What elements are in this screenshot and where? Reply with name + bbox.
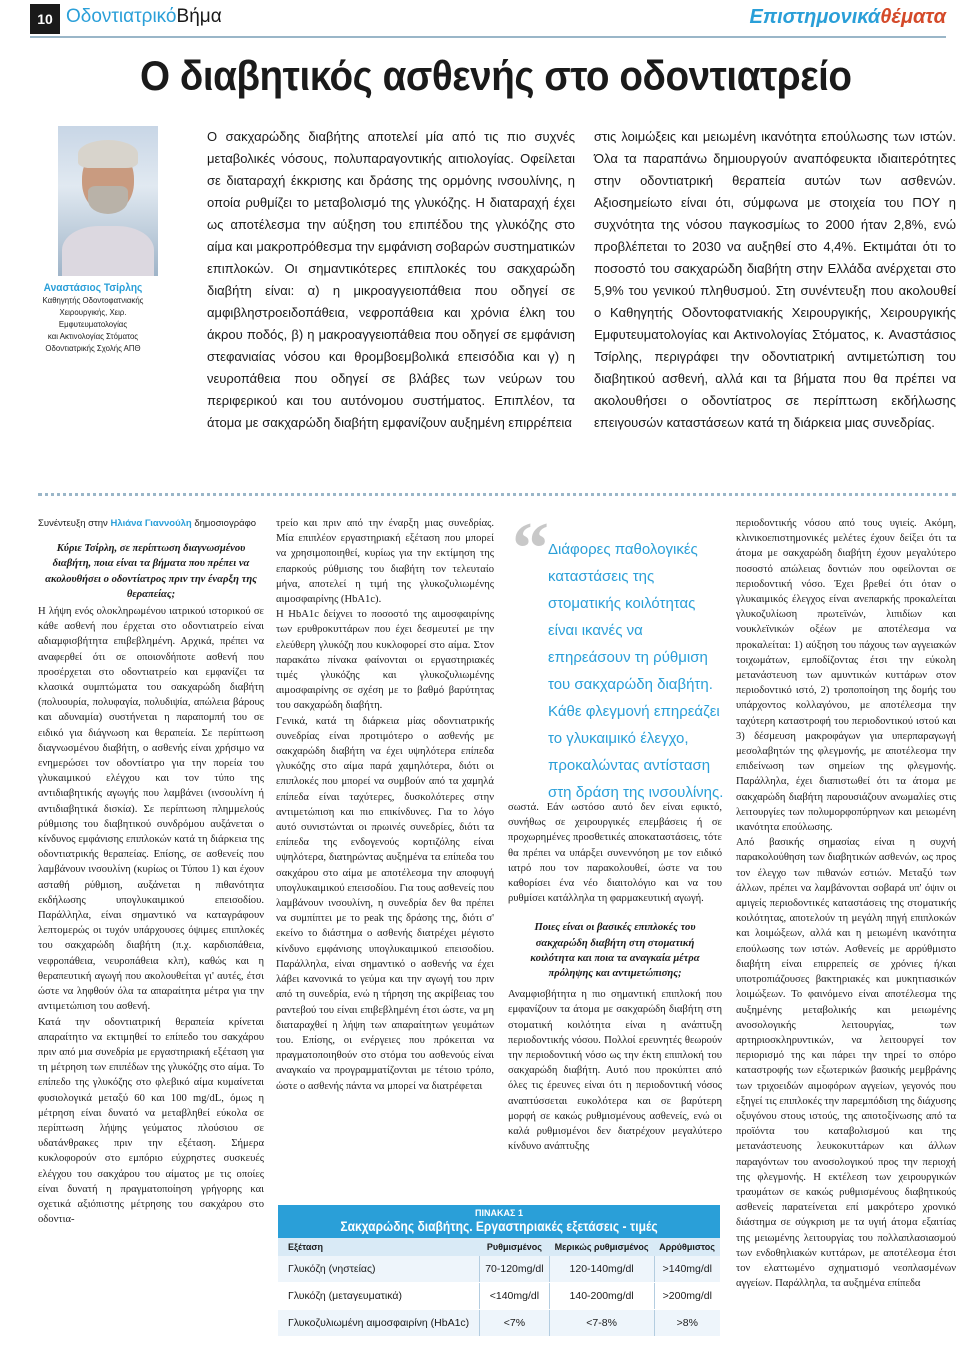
table-header-cell: Εξέταση (278, 1238, 480, 1256)
table-cell: <140mg/dl (480, 1283, 549, 1310)
body-column-4 (736, 516, 956, 1291)
results-table-block (278, 1205, 720, 1337)
table-cell: 70-120mg/dl (480, 1256, 549, 1283)
photo-beard (88, 186, 128, 214)
interview-credit-suffix: δημοσιογράφο (194, 518, 257, 529)
paragraph: Από βασικής σημασίας είναι η συχνή παρακολούθηση των διαβητικών ασθενών, ως προς τον έλεγχο των πιθανών εστιών. Μεταξύ των άλλων, πρέπει να λαμβάνονται σοβαρά υπ' όψιν οι αμιγείς περιοδοντικές καταστάσεις της στοματικής κοιλότητας, αποτελούν τη μεγάλη πηγή επιπλοκών και λοιμώξεων, αλλά και η μειωμένη ικανότητα επούλωσης των ιστών. Ασθενείς με αρρύθμιστο διαβήτη είναι επιρρεπείς σε χρόνιες ή/και υποτροπιάζουσες βακτηριακές και μυκητιασικών λοιμώξεων. Το φαινόμενο είναι αποτέλεσμα της αυξημένης μεταβολικής και μειωμένης ανοσολογικής λειτουργίας, των αρτηριοσκληρυντικών, να λειτουργεί τον περιορισμό της και πάρει την τηρεί το σπόρο καταστροφής των εξωτερικών βασικής μεμβράνης των τριχοειδών αιμοφόρων αγγείων, γεγονός που εξηγεί τις επιπλοκές την παρεμπόδιση της διάχυσης οξυγόνου στους ιστούς, της αποτοξίνωσης από τα προϊόντα του καταβολισμού και της μετανάστευσης λευκοκυττάρων και άλλων παραγόντων του ανοσολογικού προς την περιοχή της φλεγμονής. Η εκτέλεση των χειρουργικών τραυμάτων σε κακώς ρυθμισμένους διαβητικούς ασθενείς παρατείνεται επί μακρότερο χρονικό διάστημα σε σύγκριση με τα υγιή άτομα εξαιτίας της μειωμένης λειτουργίας του πολλαπλασιασμού των ενδοθηλιακών κυττάρων, με αποτέλεσμα έτσι τον ελαττωμένο σχηματισμό νεοπλασμένων αγγείων. Παράλληλα, τα αυξημένα επίπεδα (736, 837, 956, 1290)
question-2: Ποιες είναι οι βασικές επιπλοκές του σακχαρώδη διαβήτη στη στοματική κοιλότητα και ποια τα αναγκαία μέτρα πρόληψης και αντιμετώπισης; (530, 922, 700, 980)
interviewer-name: Ηλιάνα Γιαννούλη (110, 518, 192, 529)
author-line-3: και Ακτινολογίας Στόματος (47, 331, 139, 341)
body-column-1 (38, 516, 264, 1227)
paragraph: Κατά την οδοντιατρική θεραπεία κρίνεται απαραίτητο να εκτιμηθεί το επίπεδο του σακχάρου πριν από μια συνεδρία με εργαστηριακή εξέταση για τη μέτρηση των επιπέδων της γλυκόζης στο αίμα. Το επίπεδο της γλυκόζης στο φλεβικό αίμα κυμαίνεται φυσιολογικά μεταξύ 60 και 100 mg/dL, όμως η μέτρηση είναι δυνατό να μεταβληθεί εύκολα σε περίπτωση λήψης γεύματος πλούσιου σε υδατάνθρακες πριν την εξέταση. Σήμερα κυκλοφορούν στο εμπόριο εύχρηστες συσκευές ελέγχου του σακχάρου του αίματος με τις οποίες είναι δυνατή η πραγματοποίηση γρήγορης και σχετικά αξιόπιστης μέτρησης του σακχάρου στο οδοντια- (38, 1016, 264, 1226)
author-line-4: Οδοντιατρικής Σχολής ΑΠΘ (45, 343, 141, 353)
photo-hair (78, 140, 138, 168)
table-cell: >8% (654, 1310, 720, 1337)
paragraph: σωστά. Εάν ωστόσο αυτό δεν είναι εφικτό, συνήθως σε χειρουργικές επεμβάσεις ή σε προχωρημένες προσθετικές αποκαταστάσεις, τότε θα πρέπει να υπάρξει συνεννόηση με τον ειδικό ιατρό που τον παρακολουθεί, ώστε να του καθορίσει ένα νέο διαιτολόγιο και να του ρυθμίσει κατάλληλα τη φαρμακευτική αγωγή. (508, 802, 722, 905)
table-header-cell: Μερικώς ρυθμισμένος (549, 1238, 654, 1256)
table-header-cell: Αρρύθμιστος (654, 1238, 720, 1256)
table-cell: >140mg/dl (654, 1256, 720, 1283)
paragraph: Η λήψη ενός ολοκληρωμένου ιατρικού ιστορικού σε κάθε ασθενή που έρχεται στο οδοντιατρείο είναι αδιαμφισβήτητα επιβεβλημένη. Αρχικά, πρέπει να αναφερθεί ότι σε οποιονδήποτε ασθενή που προσέρχεται στο οδοντιατρείο και εμφανίζει τα κλασικά συμπτώματα του σακχαρώδη διαβήτη (πολυουρία, πολυφαγία, πολυδιψία, απώλεια βάρους και αδυναμία) συστήνεται η παραπομπή του σε ειδικό για διάγνωση και θεραπεία. Σε περίπτωση διαγνωσμένου διαβήτη, ο ασθενής είναι χρήσιμο να ενημερώσει τον οδοντίατρο για την πορεία του γλυκαιμικού ελέγχου και τον τύπο της αντιδιαβητικής αγωγής που λαμβάνει (ινσουλίνη ή αντιδιαβητικά δισκία). Σε περίπτωση πλημμελούς ρύθμισης του διαβητικού συνδρόμου αυξάνεται ο κίνδυνος εμφάνισης επιπλοκών κατά τη διάρκεια της οδοντιατρικής θεραπείας. Επίσης, σε ασθενείς που λαμβάνουν ινσουλίνη (κυρίως οι Τύπου 1) και έχουν ασταθή ρύθμιση, αυξάνεται η πιθανότητα εκδήλωσης υπογλυκαιμικού επεισοδίου. Παράλληλα, είναι σημαντικό να καταγράφουν λεπτομερώς οι τυχόν υπάρχουσες όψιμες επιπλοκές του σακχαρώδη διαβήτη (π.χ. καρδιοπάθεια, νεφροπάθεια, νευροπάθεια κλπ), καθώς και η θεραπευτική αγωγή που ακολουθείται γι' αυτές, έτσι ώστε να ληφθούν όλα τα απαραίτητα μέτρα για την αντιμετώπιση του ασθενή. (38, 606, 264, 1013)
page-number: 10 (30, 4, 60, 34)
paragraph: περιοδοντικής νόσου από τους υγιείς. Ακόμη, κλινικοεπιστημονικές μελέτες έχουν δείξει ότι τα άτομα με σακχαρώδη διαβήτη έχουν μεγαλύτερο ποσοστό απώλειας δοντιών που οφείλονται σε περιοδοντική νόσο. Έχει βρεθεί ότι όταν ο γλυκαιμικός έλεγχος είναι ανεπαρκής προκαλείται γλυκοζυλίωση πρωτεϊνών, λιπιδίων και νουκλεϊνικών οξέων με αποτέλεσμα να προκαλείται: 1) αύξηση του πάχους των αγγειακών τοιχωμάτων, εμποδίζοντας έτσι την εύκολη μετανάστευση των αμυντικών κυττάρων στον περιοδοντικό ιστό, 2) τροποποίηση της δομής του υπάρχοντος κολλαγόνου, με αποτέλεσμα την ταχύτερη καταστροφή του περιοδοντικού ιστού και 3) δέσμευση μακροφάγων για υπερπαραγωγή μεσολαβητών της φλεγμονής, με αποτέλεσμα την επιδείνωση των σημείων της φλεγμονής. Παράλληλα, έχει διαπιστωθεί ότι τα άτομα με σακχαρώδη διαβήτη παρουσιάζουν ανωμαλίες στις λειτουργίες των πολυμορφοπύρηνων και μειωμένη ικανότητα επούλωσης. (736, 518, 956, 834)
table-label: ΠΙΝΑΚΑΣ 1 (475, 1208, 523, 1218)
author-photo (58, 126, 158, 276)
results-table (278, 1238, 720, 1337)
author-line-1: Καθηγητής Οδοντοφατνιακής (42, 295, 144, 305)
table-cell: Γλυκόζη (μεταγευματικά) (278, 1283, 480, 1310)
table-row (278, 1283, 720, 1310)
table-header-row (278, 1238, 720, 1256)
section-name-part2: θέματα (880, 6, 946, 28)
table-cell: Γλυκοζυλιωμένη αιμοσφαιρίνη (HbA1c) (278, 1310, 480, 1337)
magazine-name-part1: Οδοντιατρικό (66, 6, 177, 27)
article-title: Ο διαβητικός ασθενής στο οδοντιατρείο (140, 52, 852, 99)
table-header-cell: Ρυθμισμένος (480, 1238, 549, 1256)
table-cell: 120-140mg/dl (549, 1256, 654, 1283)
page-header (0, 0, 960, 40)
section-name-part1: Επιστημονικά (749, 6, 881, 28)
interview-credit-prefix: Συνέντευξη στην (38, 518, 108, 529)
section-divider (38, 493, 956, 496)
photo-shirt (62, 226, 154, 276)
magazine-name (66, 6, 222, 28)
quote-mark-icon: “ (512, 508, 549, 590)
table-title: Σακχαρώδης διαβήτης. Εργαστηριακές εξετάσεις - τιμές (340, 1218, 658, 1234)
table-cell: 140-200mg/dl (549, 1283, 654, 1310)
intro-column-1: Ο σακχαρώδης διαβήτης αποτελεί μία από τις πιο συχνές μεταβολικές νόσους, πολυπαραγοντικής αιτιολογίας. Οφείλεται σε διαταραχή έκκρισης και δράσης της ορμόνης ινσουλίνης, η οποία ρυθμίζει το μεταβολισμό της γλυκόζης. Η διαταραχή έχει ως αποτέλεσμα την αύξηση του επιπέδου της γλυκόζης στο αίμα και μακροπρόθεσμα την εμφάνιση σοβαρών συστηματικών επιπλοκών. Οι σημαντικότερες επιπλοκές του σακχαρώδη διαβήτη είναι: α) η μικροαγγειοπάθεια που οδηγεί σε αμφιβληστροειδοπάθεια, νεφροπάθεια και χρόνια έλκη του άκρου ποδός, β) η μακροαγγειοπάθεια που οδηγεί σε εμφάνιση στεφανιαίας νόσου και θρομβοεμβολικά επεισόδια και γ) η νευροπάθεια που οδηγεί σε βλάβες των νεύρων του περιφερικού και του αυτόνομου συστήματος. Επιπλέον, τα άτομα με σακχαρώδη διαβήτη εμφανίζουν αυξημένη επιρρέπεια (207, 129, 575, 430)
body-column-3 (508, 800, 722, 1154)
table-heading (278, 1205, 720, 1238)
paragraph: Η HbA1c δείχνει το ποσοστό της αιμοσφαιρίνης των ερυθροκυττάρων που έχει δεσμευτεί με την ελεύθερη γλυκόζη που κυκλοφορεί στο αίμα. Στον παρακάτω πίνακα φαίνονται οι εργαστηριακές τιμές γλυκόζης και γλυκοζυλιωμένης αιμοσφαιρίνης σε σχέση με το βαθμό βαρύτητας του σακχαρώδη διαβήτη. (276, 609, 494, 712)
author-caption (35, 282, 151, 354)
table-cell: Γλυκόζη (νηστείας) (278, 1256, 480, 1283)
author-name: Αναστάσιος Τσίρλης (43, 282, 143, 294)
paragraph: Γενικά, κατά τη διάρκεια μίας οδοντιατρικής συνεδρίας είναι προτιμότερο ο ασθενής με σακχαρώδη διαβήτη να έχει υψηλότερα επίπεδα γλυκόζης στο αίμα παρά χαμηλότερα, διότι οι επιπλοκές που μπορεί να συμβούν από τα χαμηλά επίπεδα είναι ταχύτερες, δυσκολότερες στην αντιμετώπιση και πιο επικίνδυνες. Για το λόγο αυτό συνιστώνται οι πρωινές συνεδρίες, διότι τα επίπεδα της ενδογενούς κορτιζόλης είναι υψηλότερα, διατηρώντας αυξημένα τα επίπεδα του σακχάρου στο αίμα με αποτέλεσμα την αποφυγή υπογλυκαιμικού επεισοδίου. Για τους ασθενείς που λαμβάνουν ινσουλίνη, η συνεδρία δεν θα πρέπει να συμπίπτει με το peak της δράσης της, διότι σ' εκείνο το διάστημα ο ασθενής διατρέχει μέγιστο κίνδυνο εμφάνισης υπογλυκαιμικού επεισοδίου. Παράλληλα, είναι σημαντικό ο ασθενής να έχει λάβει κανονικά το γεύμα και την αγωγή του πριν από τη συνεδρία, ενώ η τήρηση της ακρίβειας του ραντεβού του είναι επιβεβλημένη έτσι ώστε, να μη διαταραχθεί η λήψη των απαραίτητων γευμάτων του. Επίσης, οι ενέργειες που πρόκειται να πραγματοποιηθούν στο στόμα του ασθενούς είναι αναγκαίο να προγραμματίζονται με τέτοιο τρόπο, ώστε ο ασθενής πάντα να μπορεί να διατρέφεται (276, 715, 494, 1092)
table-cell: >200mg/dl (654, 1283, 720, 1310)
intro-column-2: στις λοιμώξεις και μειωμένη ικανότητα επούλωσης των ιστών. Όλα τα παραπάνω δημιουργούν αναπόφευκτα ιδιαιτερότητες στην οδοντιατρική θεραπεία αυτών των ασθενών. Αξιοσημείωτο είναι ότι, σύμφωνα με στοιχεία του ΠΟΥ η συχνότητα της νόσου παγκοσμίως το 2000 ήταν 2,8%, ενώ προβλέπεται το 2030 να αυξηθεί στο 4,4%. Εκτιμάται ότι το ποσοστό του σακχαρώδη διαβήτη στην Ελλάδα ανέρχεται στο 5,9% του γενικού πληθυσμού. Στη συνέντευξη που ακολουθεί ο Καθηγητής Οδοντοφατνιακής Χειρουργικής, Χειρουργικής Εμφυτευματολογίας και Ακτινολογίας Στόματος, κ. Αναστάσιος Τσίρλης, περιγράφει την οδοντιατρική αντιμετώπιση του διαβητικού ασθενή, αλλά και τα βήματα που θα πρέπει να ακολουθήσει ο οδοντίατρος σε περίπτωση εκδήλωσης επειγουσών καταστάσεων κατά τη διάρκεια μιας συνεδρίας. (594, 129, 956, 430)
interview-credit (38, 516, 264, 531)
table-row (278, 1256, 720, 1283)
pull-quote: Διάφορες παθολογικές καταστάσεις της στοματικής κοιλότητας είναι ικανές να επηρεάσουν τη ρύθμιση του σακχαρώδη διαβήτη. Κάθε φλεγμονή επηρεάζει το γλυκαιμικό έλεγχο, προκαλώντας αντίσταση στη δράση της ινσουλίνης. (548, 541, 724, 801)
question-1: Κύριε Τσίρλη, σε περίπτωση διαγνωσμένου διαβήτη, ποια είναι τα βήματα που πρέπει να ακολουθήσει ο οδοντίατρος πριν την έναρξη της θεραπείας; (45, 543, 257, 600)
table-cell: <7% (480, 1310, 549, 1337)
table-cell: <7-8% (549, 1310, 654, 1337)
table-row (278, 1310, 720, 1337)
magazine-name-part2: Βήμα (176, 6, 222, 27)
header-rule (30, 36, 946, 38)
author-line-2: Χειρουργικής, Χειρ. Εμφυτευματολογίας (58, 307, 128, 329)
paragraph: τρείο και πριν από την έναρξη μιας συνεδρίας. Μία επιπλέον εργαστηριακή εξέταση που μπορεί να χρησιμοποιηθεί, κυρίως για την εκτίμηση της επαρκούς ρύθμισης του διαβήτη τον τελευταίο μήνα, αποτελεί η τιμή της γλυκοζυλιωμένης αιμοσφαιρίνης (HbA1c). (276, 518, 494, 606)
paragraph: Αναμφισβήτητα η πιο σημαντική επιπλοκή που εμφανίζουν τα άτομα με σακχαρώδη διαβήτη στη στοματική κοιλότητα είναι η ανάπτυξη περιοδοντικής νόσου. Πολλοί ερευνητές θεωρούν την περιοδοντική νόσο ως την έκτη επιπλοκή του σακχαρώδη διαβήτη. Αυτό που προκύπτει από όλες τις έρευνες είναι ότι η περιοδοντική νόσος αναπτύσσεται ευκολότερα και σε βαρύτερη μορφή σε κακώς ρυθμισμένους ασθενείς, ενώ οι καλά ρυθμισμένοι δεν διατρέχουν μεγαλύτερο κίνδυνο ανάπτυξης (508, 989, 722, 1153)
body-column-2 (276, 516, 494, 1094)
section-name (750, 6, 946, 29)
